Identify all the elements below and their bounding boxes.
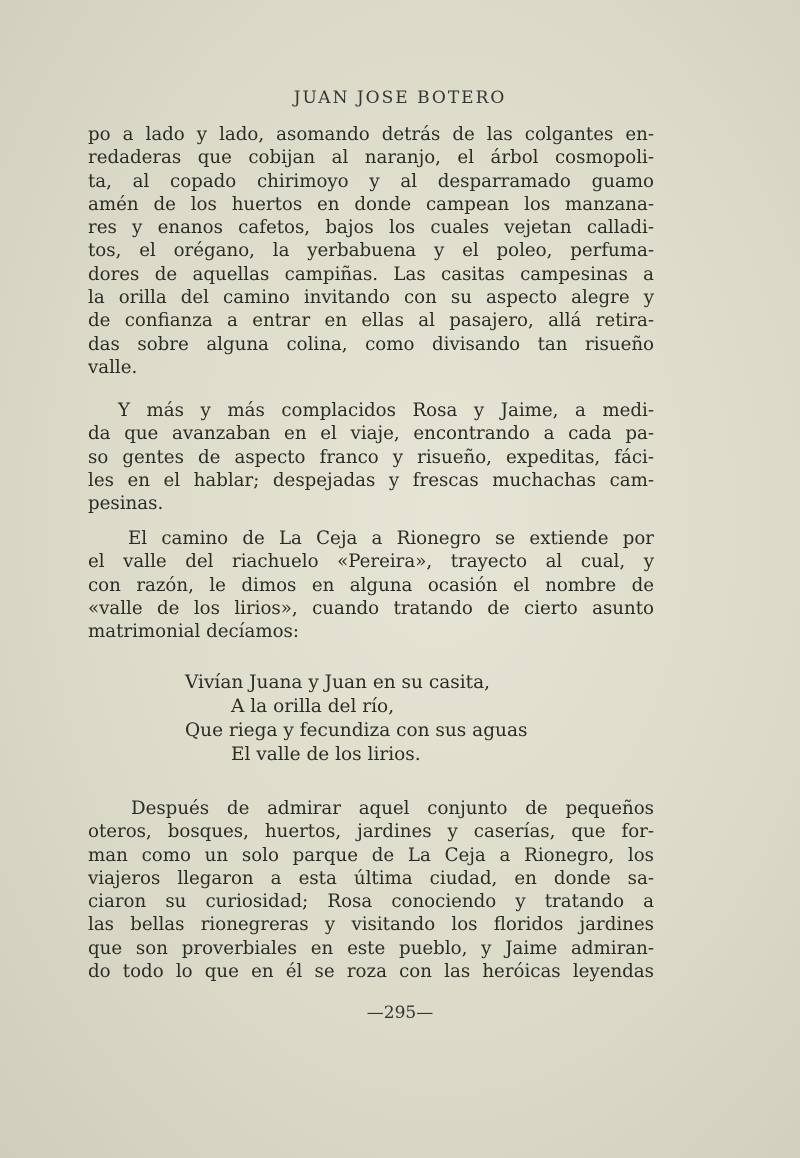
text-line: valle. [88,356,138,378]
text-line: la orilla del camino invitando con su aspecto alegre y [88,287,654,309]
text-line: das sobre alguna colina, como divisando tan risueño [88,333,654,355]
text-line: da que avanzaban en el viaje, encontrando a cada pa- [88,423,654,445]
text-line: so gentes de aspecto franco y risueño, expeditas, fáci- [88,446,654,468]
text-line: amén de los huertos en donde campean los manzana- [88,193,654,215]
text-line: man como un solo parque de La Ceja a Rionegro, los [88,844,654,866]
text-line: do todo lo que en él se roza con las heróicas leyendas [88,961,654,983]
text-line: Y más y más complacidos Rosa y Jaime, a medi- [118,400,654,421]
text-line: matrimonial decíamos: [88,621,299,643]
text-line: res y enanos cafetos, bajos los cuales vejetan calladi- [88,217,654,239]
paragraph-3 [88,527,654,643]
paragraph-2 [88,399,654,515]
text-line: redaderas que cobijan al naranjo, el árbol cosmopoli- [88,147,654,169]
poem-line: A la orilla del río, [231,696,395,717]
paragraph-1 [88,123,654,379]
text-line: con razón, le dimos en alguna ocasión el nombre de [88,574,654,596]
text-line: dores de aquellas campiñas. Las casitas campesinas a [88,263,654,285]
text-line: de confianza a entrar en ellas al pasajero, allá retira- [88,310,654,332]
text-line: El camino de La Ceja a Rionegro se extiende por [128,528,654,549]
text-line: po a lado y lado, asomando detrás de las colgantes en- [88,124,654,145]
text-line: el valle del riachuelo «Pereira», trayecto al cual, y [88,551,654,573]
text-line: «valle de los lirios», cuando tratando de cierto asunto [88,597,654,619]
text-line: ta, al copado chirimoyo y al desparramado guamo [88,170,654,192]
poem-line: Vivían Juana y Juan en su casita, [185,672,490,693]
text-line: oteros, bosques, huertos, jardines y caserías, que for- [88,821,654,843]
text-line: pesinas. [88,493,164,515]
text-line: ciaron su curiosidad; Rosa conociendo y tratando a [88,891,654,913]
text-line: que son proverbiales en este pueblo, y Jaime admiran- [88,937,654,959]
poem-line: Que riega y fecundiza con sus aguas [185,720,528,741]
text-line: viajeros llegaron a esta última ciudad, en donde sa- [88,867,654,889]
page-number: —295— [366,1003,434,1023]
text-line: les en el hablar; despejadas y frescas muchachas cam- [88,469,654,491]
running-header: JUAN JOSE BOTERO [293,88,507,108]
poem-line: El valle de los lirios. [231,744,421,765]
text-line: las bellas rionegreras y visitando los floridos jardines [88,914,654,936]
paragraph-4 [88,797,654,983]
text-line: tos, el orégano, la yerbabuena y el poleo, perfuma- [88,240,654,262]
text-line: Después de admirar aquel conjunto de pequeños [131,798,654,819]
